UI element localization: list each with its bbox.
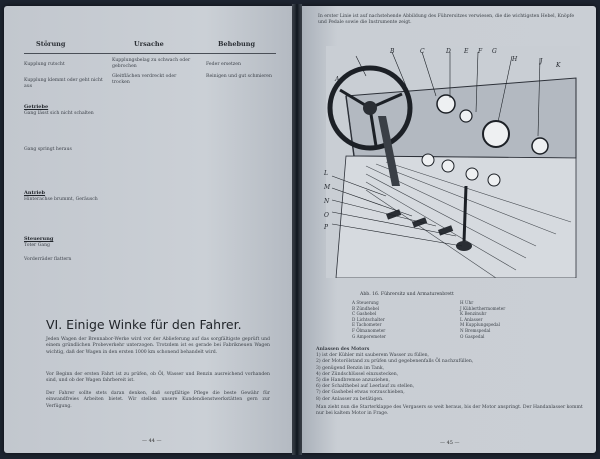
list-item: 1) ist der Kühler mit sauberem Wasser zu füllen, bbox=[316, 353, 430, 359]
closing-text: Man zieht nun die Starterklappe des Vergasers so weit heraus, bis der Motor anspringt. Der Handanlasser kommt nur bei kaltem Motor in Frage. bbox=[316, 404, 583, 417]
legend-item: O Gaspedal bbox=[460, 333, 485, 339]
startup-instructions bbox=[316, 347, 586, 417]
row-ursache: Kupplungsbelag zu schwach oder gebrochen bbox=[112, 58, 191, 69]
callout-n: N bbox=[324, 198, 330, 205]
figure-legend bbox=[352, 300, 462, 339]
section-title: Getriebe bbox=[24, 104, 49, 110]
callout-p: P bbox=[324, 224, 329, 231]
callout-k: K bbox=[556, 62, 561, 69]
paragraph: Jeden Wagen der Brennabor-Werke wird vor der Ablieferung auf das sorgfältigste geprüft und einem gründlichen Probeverkehr unterzogen. Trotzdem ist es gerade bei Fabrikneuen Wagen wichtig, daß der Wagen in den ersten 1000 km schonend behandelt wird. bbox=[46, 337, 270, 355]
callout-l: L bbox=[324, 170, 328, 177]
page-number-left: — 44 — bbox=[142, 438, 162, 444]
section-line: Vorderräder flattern bbox=[24, 257, 72, 262]
legend-item: N Bremspedal bbox=[460, 327, 491, 333]
callout-m: M bbox=[324, 184, 331, 191]
callout-g: G bbox=[492, 48, 497, 55]
section-line: Toter Gang bbox=[24, 243, 51, 248]
paragraph: Vor Beginn der ersten Fahrt ist zu prüfen, ob Öl, Wasser und Benzin ausreichend vorhanden sind, und ob der Wagen fahrbereit ist. bbox=[46, 372, 270, 384]
row-ursache: Gleitflächen verdreckt oder trocken bbox=[112, 74, 177, 85]
callout-a: A bbox=[335, 76, 340, 83]
callout-e: E bbox=[464, 48, 469, 55]
intro-text: In erster Linie ist auf nachstehende Abbildung des Führersitzes verwiesen, die die wichtigsten Hebel, Knöpfe und Pedale sowie die Instrumente zeigt. bbox=[318, 14, 575, 26]
callout-c: C bbox=[420, 48, 425, 55]
row-behebung: Reinigen und gut schmieren bbox=[206, 74, 272, 79]
legend-item: J Kühlerthermometer bbox=[460, 305, 506, 311]
legend-item: A Steuerung bbox=[352, 300, 379, 305]
book-gutter bbox=[292, 4, 302, 455]
list-item: 8) der Anlasser zu betätigen. bbox=[316, 396, 384, 402]
list-item: 5) die Handbremse anzuziehen, bbox=[316, 378, 390, 384]
callout-j: J bbox=[540, 58, 543, 65]
dashboard-illustration bbox=[326, 46, 580, 278]
section-title: Antrieb bbox=[24, 190, 46, 196]
row-stoerung: Kupplung klemmt oder geht nicht aus bbox=[24, 78, 103, 89]
legend-item: M Kupplungspedal bbox=[460, 322, 500, 328]
subheading: Anlassen des Motors bbox=[316, 347, 370, 352]
list-item: 7) der Gashebel etwas vorzuschieben, bbox=[316, 390, 405, 396]
figure-caption: Abb. 16. Führersitz und Armaturenbrett bbox=[360, 292, 454, 297]
section-line: Hinterachse brummt, Geräusch bbox=[24, 197, 98, 202]
list-item: 2) der Motorölstand zu prüfen und gegebenenfalls Öl nachzufüllen, bbox=[316, 359, 474, 365]
legend-item: F Ölmanometer bbox=[352, 327, 386, 333]
callout-b: B bbox=[390, 48, 395, 55]
list-item: 6) der Schalthebel auf Leerlauf zu stellen, bbox=[316, 384, 415, 390]
table-header-ursache: Ursache bbox=[134, 40, 164, 48]
legend-item: E Tachometer bbox=[352, 322, 382, 328]
table-header-stoerung: Störung bbox=[36, 40, 66, 48]
callout-f: F bbox=[478, 48, 483, 55]
page-number-right: — 45 — bbox=[440, 440, 460, 446]
legend-item: D Lichtschalter bbox=[352, 316, 385, 322]
list-item: 3) genügend Benzin im Tank, bbox=[316, 365, 385, 371]
legend-item: G Amperemeter bbox=[352, 333, 386, 339]
legend-item: K Benzinuhr bbox=[460, 311, 487, 317]
figure-legend bbox=[460, 300, 580, 339]
list-item: 4) der Zündschlüssel einzustecken, bbox=[316, 371, 399, 377]
row-behebung: Feder ersetzen bbox=[206, 62, 241, 67]
callout-o: O bbox=[324, 212, 329, 219]
callout-h: H bbox=[512, 56, 518, 63]
legend-item: C Gashebel bbox=[352, 311, 377, 317]
chapter-heading: VI. Einige Winke für den Fahrer. bbox=[46, 317, 242, 332]
legend-item: L Anlasser bbox=[460, 316, 483, 322]
table-rule bbox=[24, 53, 276, 54]
row-stoerung: Kupplung rutscht bbox=[24, 62, 65, 67]
legend-item: H Uhr bbox=[460, 300, 474, 305]
section-line: Gang springt heraus bbox=[24, 147, 72, 152]
section-title: Steuerung bbox=[24, 236, 54, 242]
paragraph: Der Fahrer sollte stets daran denken, daß sorgfältige Pflege die beste Gewähr für einwandfreies Arbeiten bietet. Wir stellen unsere Kundendienstwerkstätten gern zur Verfügung. bbox=[46, 391, 270, 409]
legend-item: B Zündhebel bbox=[352, 305, 380, 311]
section-line: Gang lässt sich nicht schalten bbox=[24, 111, 94, 116]
callout-d: D bbox=[446, 48, 451, 55]
table-header-behebung: Behebung bbox=[218, 40, 256, 48]
